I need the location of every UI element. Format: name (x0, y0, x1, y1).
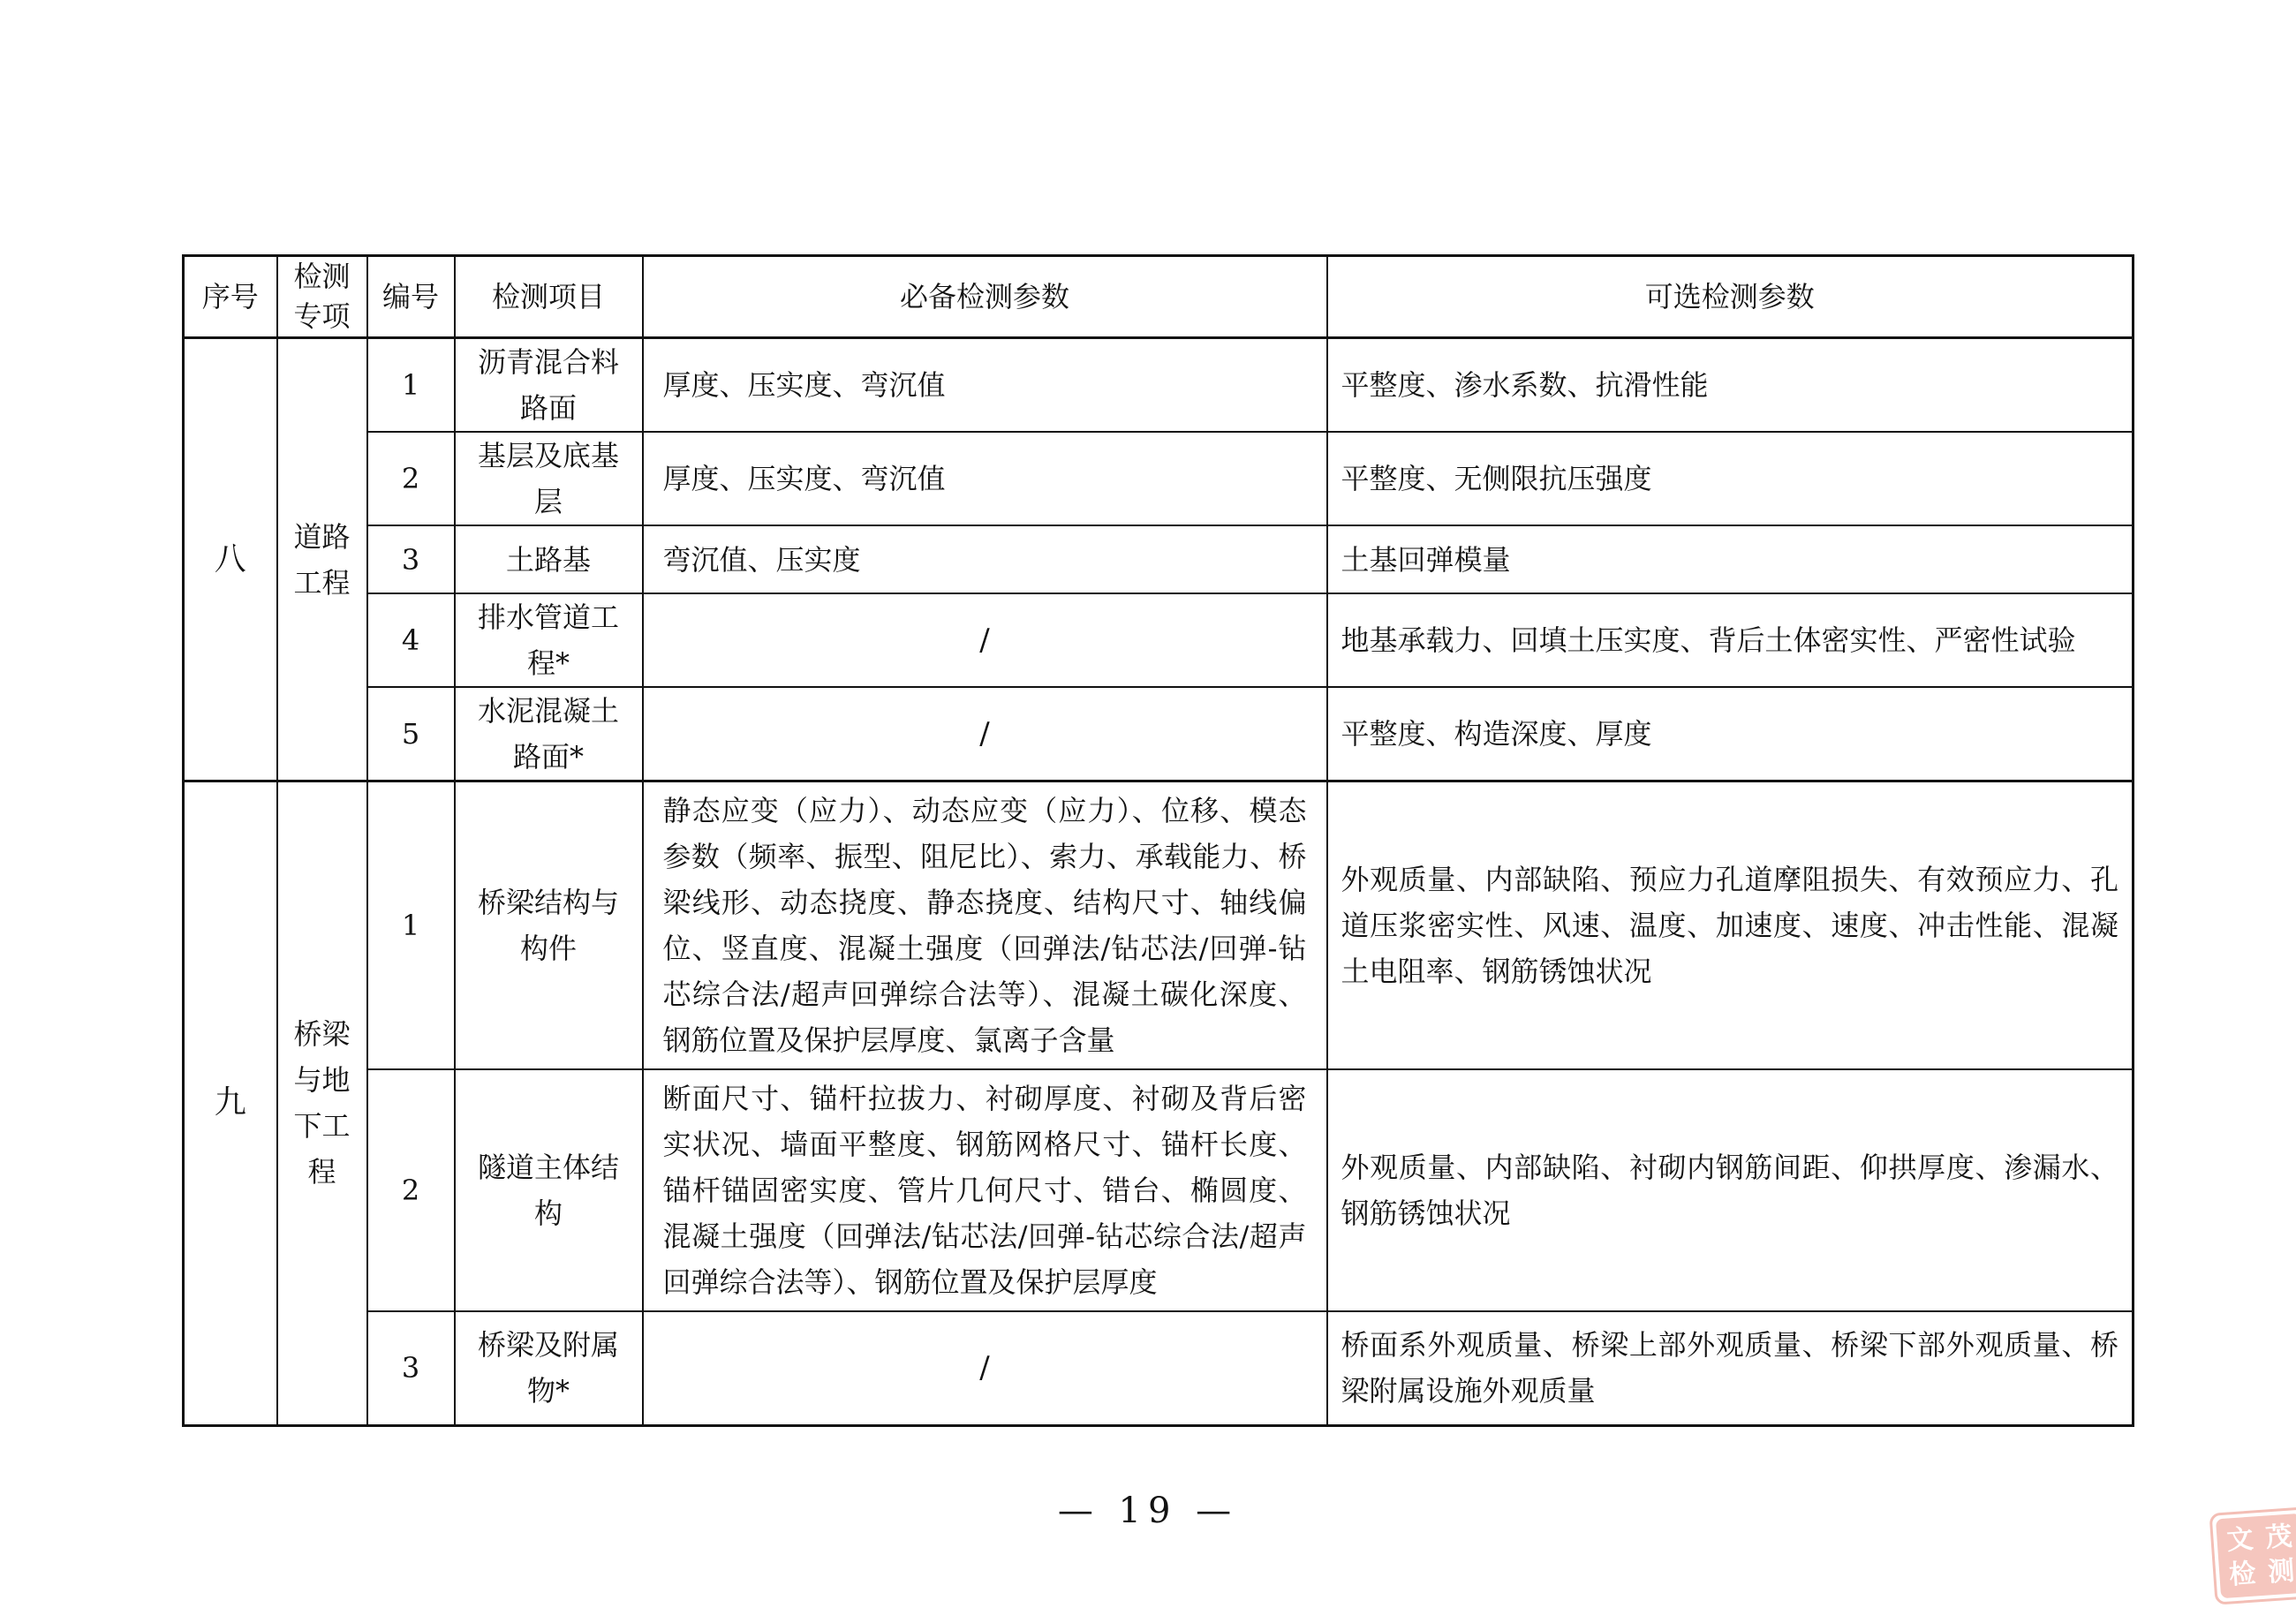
table-row (184, 1311, 2134, 1425)
cell-optional-params: 外观质量、内部缺陷、衬砌内钢筋间距、仰拱厚度、渗漏水、钢筋锈蚀状况 (1327, 1069, 2134, 1311)
cell-section8-serial: 八 (184, 338, 277, 781)
header-optional-params: 可选检测参数 (1327, 256, 2134, 338)
cell-required-params-slash: / (643, 1311, 1327, 1425)
cell-item: 桥梁结构与构件 (455, 781, 643, 1070)
cell-no: 3 (367, 525, 455, 593)
cell-required-params: 静态应变（应力）、动态应变（应力）、位移、模态参数（频率、振型、阻尼比）、索力、承载能力、桥梁线形、动态挠度、静态挠度、结构尺寸、轴线偏位、竖直度、混凝土强度（回弹法/钻芯法/回弹-钻芯综合法/超声回弹综合法等）、混凝土碳化深度、钢筋位置及保护层厚度、氯离子含量 (643, 781, 1327, 1070)
table-row (184, 432, 2134, 525)
header-required-params: 必备检测参数 (643, 256, 1327, 338)
cell-optional-params: 地基承载力、回填土压实度、背后土体密实性、严密性试验 (1327, 593, 2134, 687)
cell-required-params-slash: / (643, 593, 1327, 687)
cell-no: 2 (367, 1069, 455, 1311)
cell-optional-params: 平整度、渗水系数、抗滑性能 (1327, 338, 2134, 433)
header-row (184, 256, 2134, 338)
cell-item: 水泥混凝土路面* (455, 687, 643, 781)
cell-item: 土路基 (455, 525, 643, 593)
header-no: 编号 (367, 256, 455, 338)
cell-no: 2 (367, 432, 455, 525)
table-row (184, 338, 2134, 433)
cell-required-params-slash: / (643, 687, 1327, 781)
cell-section9-specialty: 桥梁与地下工程 (277, 781, 367, 1426)
table-body (184, 338, 2134, 1426)
seal-char: 文 (2225, 1523, 2254, 1557)
header-serial: 序号 (184, 256, 277, 338)
cell-item: 隧道主体结构 (455, 1069, 643, 1311)
seal-char: 茂 (2264, 1521, 2293, 1554)
cell-no: 3 (367, 1311, 455, 1425)
cell-no: 1 (367, 781, 455, 1070)
header-item: 检测项目 (455, 256, 643, 338)
cell-required-params: 厚度、压实度、弯沉值 (643, 338, 1327, 433)
table-row (184, 687, 2134, 781)
cell-optional-params: 平整度、无侧限抗压强度 (1327, 432, 2134, 525)
cell-item: 排水管道工程* (455, 593, 643, 687)
page-number: — 19 — (1057, 1491, 1239, 1531)
cell-item: 基层及底基层 (455, 432, 643, 525)
cell-optional-params: 土基回弹模量 (1327, 525, 2134, 593)
cell-optional-params: 桥面系外观质量、桥梁上部外观质量、桥梁下部外观质量、桥梁附属设施外观质量 (1327, 1311, 2134, 1425)
cell-optional-params: 平整度、构造深度、厚度 (1327, 687, 2134, 781)
cell-section8-specialty: 道路工程 (277, 338, 367, 781)
cell-required-params: 弯沉值、压实度 (643, 525, 1327, 593)
table-row (184, 781, 2134, 1070)
company-seal-stamp (2209, 1506, 2296, 1604)
cell-required-params: 断面尺寸、锚杆拉拔力、衬砌厚度、衬砌及背后密实状况、墙面平整度、钢筋网格尺寸、锚杆长度、锚杆锚固密实度、管片几何尺寸、错台、椭圆度、混凝土强度（回弹法/钻芯法/回弹-钻芯综合法/超声回弹综合法等）、钢筋位置及保护层厚度 (643, 1069, 1327, 1311)
cell-no: 4 (367, 593, 455, 687)
table-row (184, 1069, 2134, 1311)
inspection-parameters-table (182, 254, 2134, 1427)
cell-no: 1 (367, 338, 455, 433)
table-row (184, 593, 2134, 687)
header-specialty: 检测专项 (277, 256, 367, 338)
cell-optional-params: 外观质量、内部缺陷、预应力孔道摩阻损失、有效预应力、孔道压浆密实性、风速、温度、加速度、速度、冲击性能、混凝土电阻率、钢筋锈蚀状况 (1327, 781, 2134, 1070)
cell-item: 沥青混合料路面 (455, 338, 643, 433)
cell-item: 桥梁及附属物* (455, 1311, 643, 1425)
table-header (184, 256, 2134, 338)
company-seal-core (2216, 1514, 2296, 1598)
seal-char: 测 (2267, 1554, 2296, 1588)
seal-char: 检 (2228, 1557, 2257, 1590)
cell-section9-serial: 九 (184, 781, 277, 1426)
table-row (184, 525, 2134, 593)
cell-no: 5 (367, 687, 455, 781)
cell-required-params: 厚度、压实度、弯沉值 (643, 432, 1327, 525)
